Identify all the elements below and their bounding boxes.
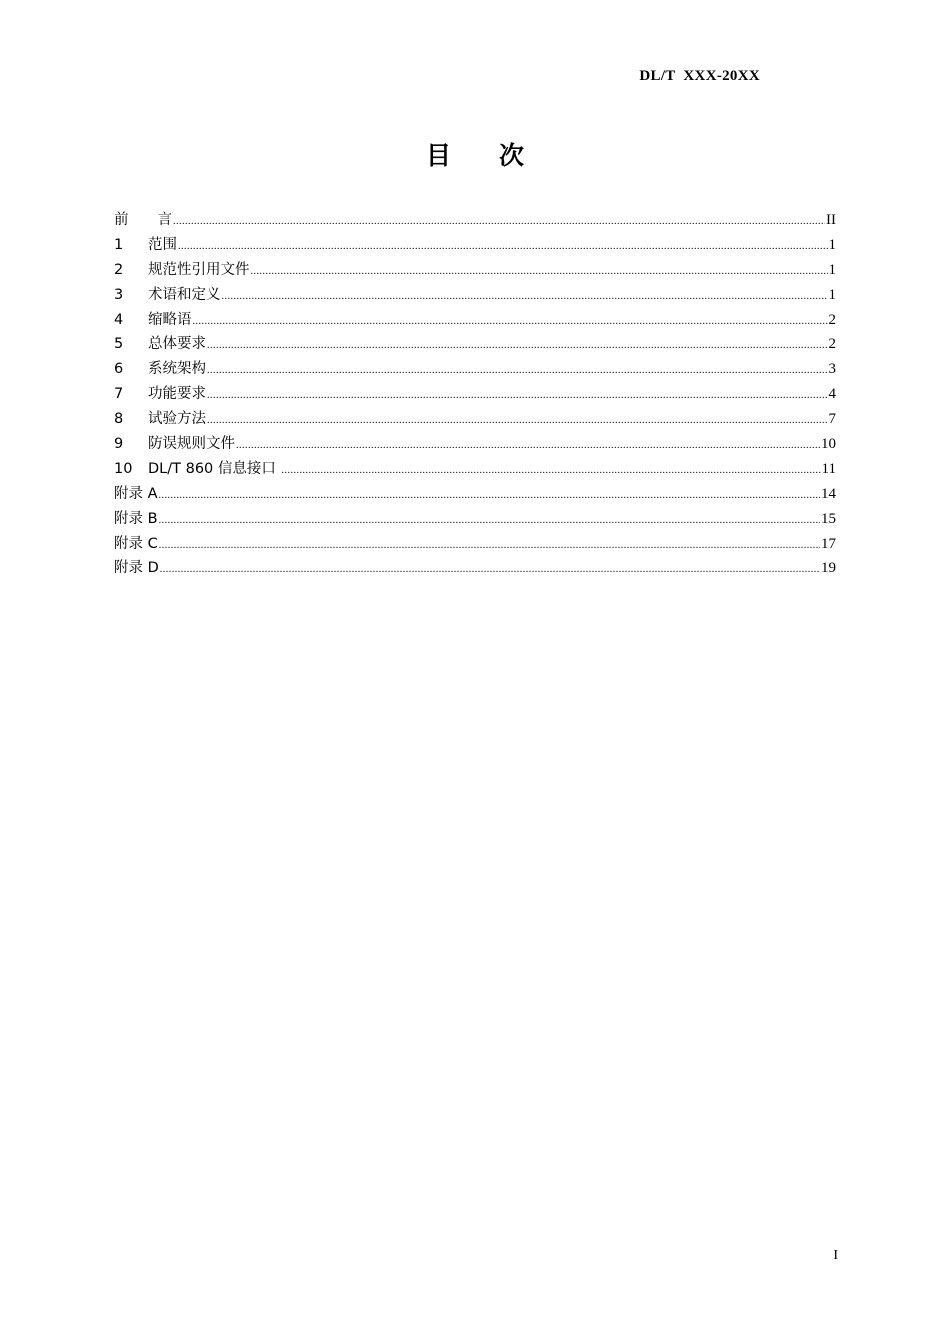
toc-entry-label: 附录 A	[114, 485, 158, 502]
dot-leader	[207, 365, 828, 376]
dot-leader	[193, 316, 828, 327]
toc-entry-3[interactable]	[114, 283, 836, 308]
table-of-contents	[114, 208, 836, 581]
page-number: I	[833, 1248, 838, 1263]
toc-entry-page: 1	[828, 286, 836, 303]
toc-entry-number: 7	[114, 386, 124, 403]
toc-entry-page: 7	[828, 411, 836, 428]
toc-entry-9[interactable]	[114, 432, 836, 457]
toc-entry-page: 3	[828, 361, 836, 378]
dot-leader	[207, 340, 828, 351]
toc-entry-label: 前 言	[114, 212, 172, 228]
toc-entry-page: 2	[828, 336, 836, 353]
dot-leader	[207, 415, 828, 426]
toc-entry-4[interactable]	[114, 308, 836, 333]
dot-leader	[178, 241, 828, 252]
toc-entry-page: II	[826, 212, 836, 228]
toc-entry-label: 附录 B	[114, 510, 158, 527]
toc-entry-appendix-d[interactable]	[114, 556, 836, 581]
toc-entry-label: 系统架构	[148, 361, 206, 378]
toc-entry-2[interactable]	[114, 258, 836, 283]
toc-entry-number: 5	[114, 336, 124, 353]
toc-entry-page: 11	[821, 460, 836, 477]
toc-entry-8[interactable]	[114, 407, 836, 432]
toc-entry-page: 1	[828, 236, 836, 253]
toc-entry-number: 8	[114, 411, 124, 428]
toc-entry-page: 1	[828, 261, 836, 278]
toc-entry-page: 4	[828, 386, 836, 403]
toc-entry-10[interactable]	[114, 457, 836, 482]
toc-entry-appendix-c[interactable]	[114, 532, 836, 557]
toc-entry-label: 试验方法	[148, 411, 206, 428]
dot-leader	[159, 540, 820, 551]
toc-entry-page: 15	[821, 510, 836, 527]
toc-entry-page: 14	[821, 485, 836, 502]
dot-leader	[207, 390, 828, 401]
dot-leader	[222, 291, 828, 302]
toc-entry-number: 9	[114, 436, 124, 453]
toc-entry-appendix-a[interactable]	[114, 482, 836, 507]
toc-entry-page: 10	[821, 436, 836, 453]
page-title: 目次	[425, 141, 572, 170]
toc-entry-7[interactable]	[114, 382, 836, 407]
toc-entry-label: 附录 C	[114, 535, 158, 552]
dot-leader	[282, 465, 821, 476]
toc-entry-number: 6	[114, 361, 124, 378]
toc-entry-number: 4	[114, 311, 124, 328]
toc-entry-number: 3	[114, 286, 124, 303]
toc-entry-label: 规范性引用文件	[148, 261, 250, 278]
toc-entry-label: 范围	[148, 236, 177, 253]
dot-leader	[159, 490, 820, 501]
document-code: DL/T XXX-20XX	[639, 68, 760, 84]
dot-leader	[160, 564, 820, 575]
toc-entry-number: 10	[114, 460, 133, 477]
toc-entry-page: 17	[821, 535, 836, 552]
toc-entry-label: 防误规则文件	[148, 436, 235, 453]
toc-entry-appendix-b[interactable]	[114, 507, 836, 532]
toc-entry-label: 总体要求	[148, 336, 206, 353]
toc-entry-label: 附录 D	[114, 560, 159, 577]
dot-leader	[236, 440, 820, 451]
toc-entry-number: 2	[114, 261, 124, 278]
toc-entry-page: 2	[828, 311, 836, 328]
toc-entry-label: 术语和定义	[148, 286, 221, 303]
toc-entry-foreword[interactable]	[114, 208, 836, 233]
dot-leader	[173, 216, 825, 227]
toc-entry-6[interactable]	[114, 357, 836, 382]
toc-entry-label: 缩略语	[148, 311, 192, 328]
toc-entry-page: 19	[821, 560, 836, 577]
dot-leader	[159, 515, 820, 526]
toc-entry-label: DL/T 860 信息接口	[148, 460, 281, 477]
toc-entry-number: 1	[114, 236, 124, 253]
dot-leader	[251, 266, 828, 277]
toc-entry-label: 功能要求	[148, 386, 206, 403]
toc-entry-1[interactable]	[114, 233, 836, 258]
toc-entry-5[interactable]	[114, 332, 836, 357]
